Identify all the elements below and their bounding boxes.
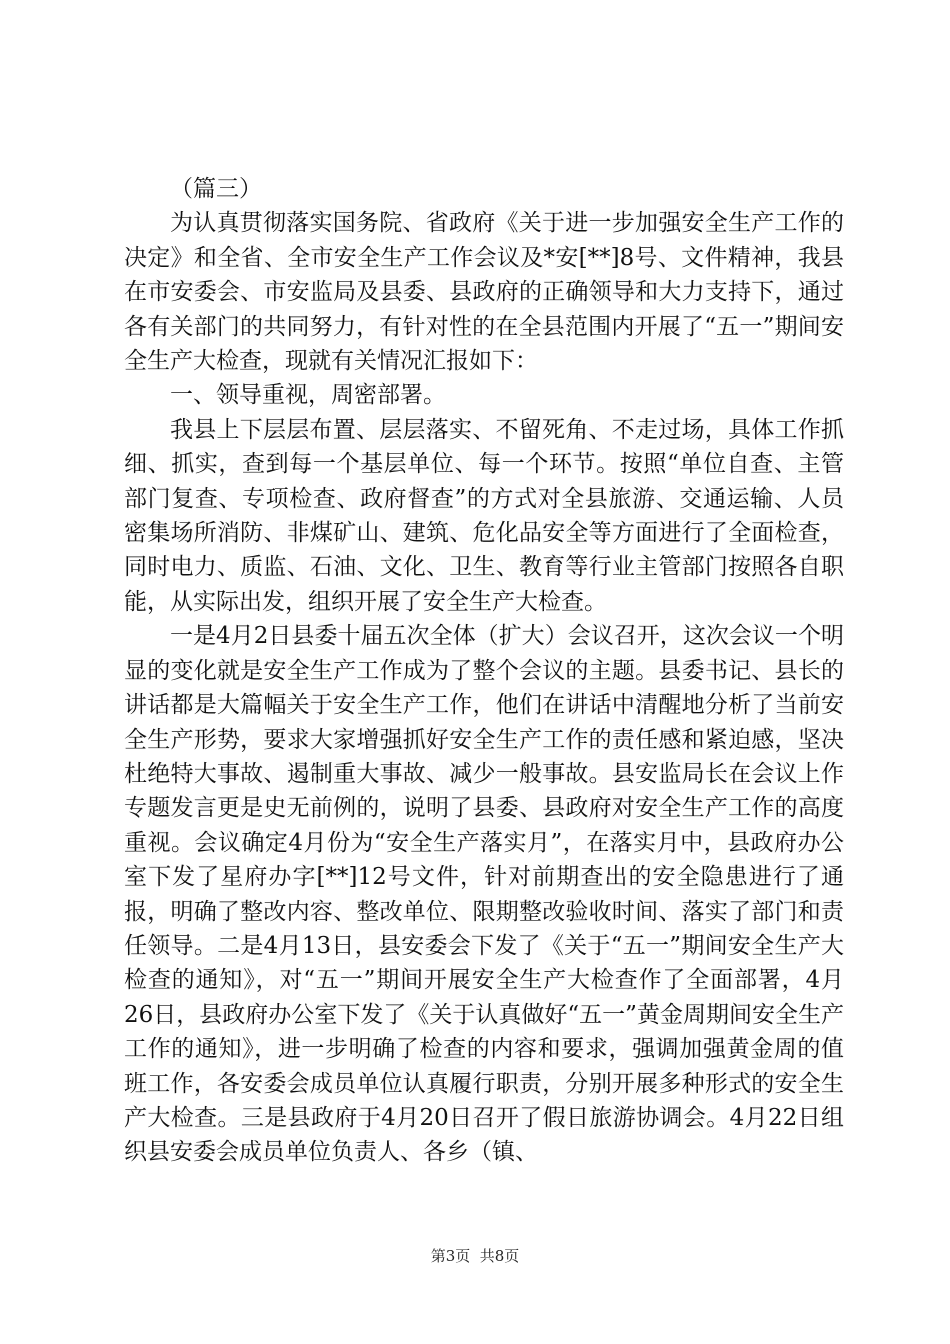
document-body bbox=[124, 172, 844, 1170]
heading-leadership: 一、领导重视，周密部署。 bbox=[170, 382, 446, 409]
paragraph-intro: 为认真贯彻落实国务院、省政府《关于进一步加强安全生产工作的决定》和全省、全市安全生产工作会议及*安[**]8号、文件精神，我县在市安委会、市安监局及县委、县政府的正确领导和大力支持下，通过各有关部门的共同努力，有针对性的在全县范围内开展了“五一”期间安全生产大检查，现就有关情况汇报如下： bbox=[124, 210, 844, 375]
page-footer: 第3页 共8页 bbox=[430, 1247, 520, 1265]
paragraph-meetings: 一是4月2日县委十届五次全体（扩大）会议召开，这次会议一个明显的变化就是安全生产工作成为了整个会议的主题。县委书记、县长的讲话都是大篇幅关于安全生产工作，他们在讲话中清醒地分析了当前安全生产形势，要求大家增强抓好安全生产工作的责任感和紧迫感，坚决杜绝特大事故、遏制重大事故、减少一般事故。县安监局长在会议上作专题发言更是史无前例的，说明了县委、县政府对安全生产工作的高度重视。会议确定4月份为“安全生产落实月”，在落实月中，县政府办公室下发了星府办字[**]12号文件，针对前期查出的安全隐患进行了通报，明确了整改内容、整改单位、限期整改验收时间、落实了部门和责任领导。二是4月13日，县安委会下发了《关于“五一”期间安全生产大检查的通知》，对“五一”期间开展安全生产大检查作了全面部署，4月26日，县政府办公室下发了《关于认真做好“五一”黄金周期间安全生产工作的通知》，进一步明确了检查的内容和要求，强调加强黄金周的值班工作，各安委会成员单位认真履行职责，分别开展多种形式的安全生产大检查。三是县政府于4月20日召开了假日旅游协调会。4月22日组织县安委会成员单位负责人、各乡（镇、 bbox=[124, 623, 844, 1166]
paragraph-inspection: 我县上下层层布置、层层落实、不留死角、不走过场，具体工作抓细、抓实，查到每一个基层单位、每一个环节。按照“单位自查、主管部门复查、专项检查、政府督查”的方式对全县旅游、交通运输、人员密集场所消防、非煤矿山、建筑、危化品安全等方面进行了全面检查，同时电力、质监、石油、文化、卫生、教育等行业主管部门按照各自职能，从实际出发，组织开展了安全生产大检查。 bbox=[124, 416, 844, 615]
section-label: （篇三） bbox=[170, 176, 262, 202]
